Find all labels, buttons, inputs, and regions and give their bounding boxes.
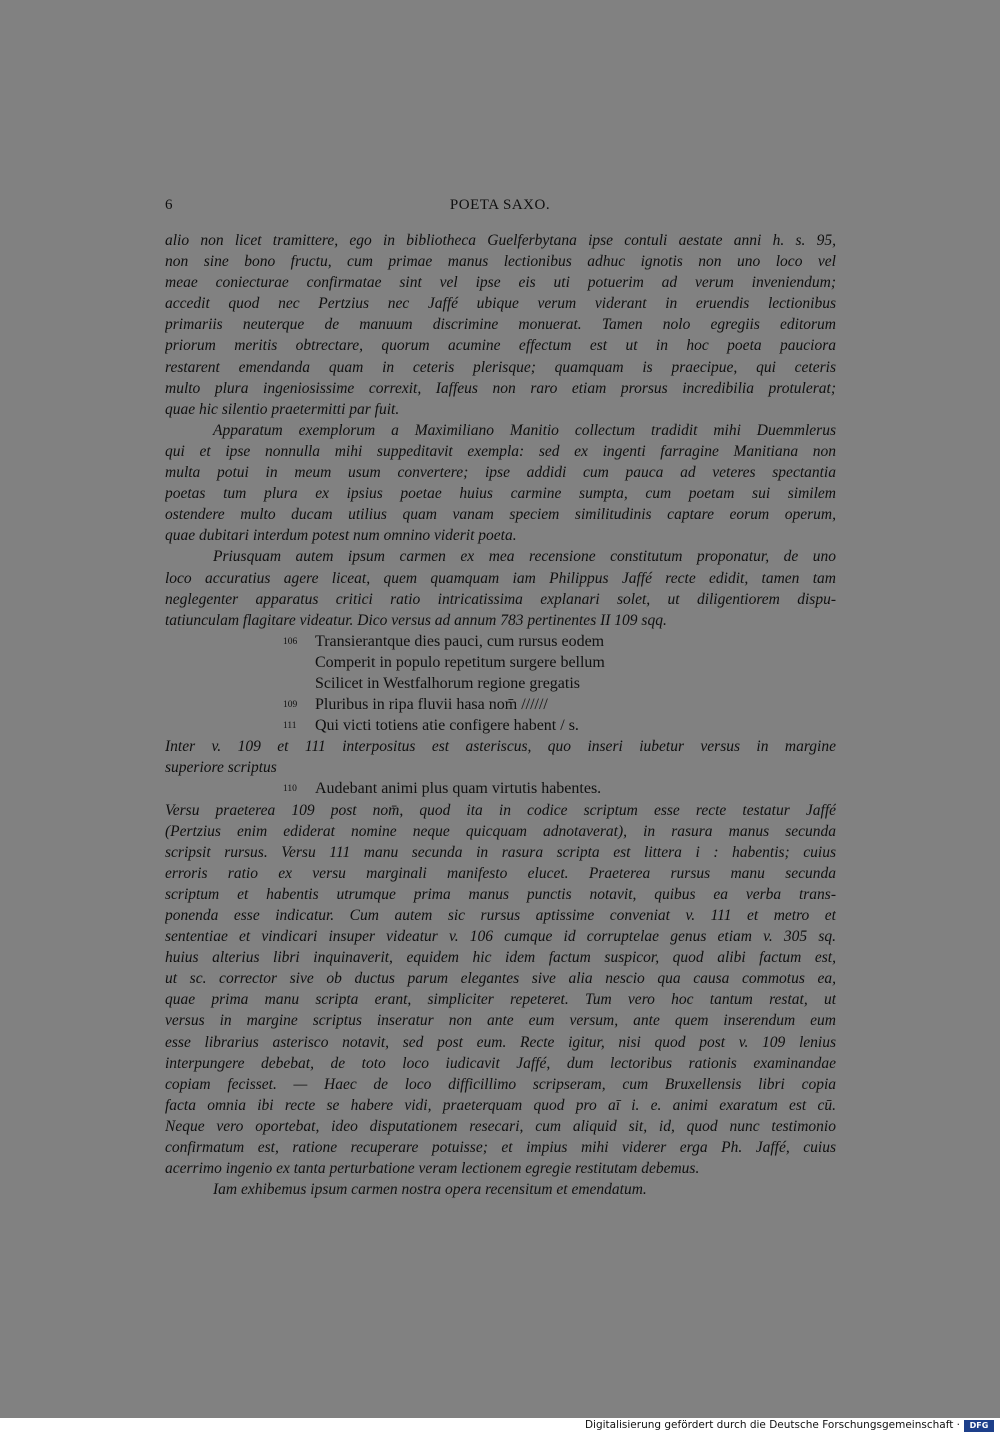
text-line: meae coniecturae confirmatae sint vel ipse eis uti potuerim ad verum inveniendum; <box>165 274 836 292</box>
text-line: quae prima manu scripta erant, simpliciter repeteret. Tum vero hoc tantum restat, ut <box>165 991 836 1009</box>
verse-number: 109 <box>283 700 298 711</box>
text-line: huius alterius libri inquinaverit, equidem hic idem factum suspicor, quod alibi factum est, <box>165 949 836 967</box>
page-number: 6 <box>165 197 173 213</box>
text-line: Neque vero oportebat, ideo disputationem resecari, cum aliquid sit, id, quod nunc testimonio <box>165 1117 836 1135</box>
text-line: scriptum et habentis utrumque prima manus punctis notavit, quibus ea verba trans- <box>165 885 836 903</box>
text-line: interpungere debebat, de toto loco iudicavit Jaffé, dum lectoribus rationis examinandae <box>165 1054 836 1072</box>
text-line: erroris ratio ex versu marginali manifesto elucet. Praeterea rursus manu secunda <box>165 864 836 882</box>
text-line: Priusquam autem ipsum carmen ex mea recensione constitutum proponatur, de uno <box>213 548 836 566</box>
dfg-logo: DFG <box>964 1420 994 1432</box>
verse-line <box>165 715 836 736</box>
text-line: sententiae et vindicari insuper videatur v. 106 cumque id corruptelae genus etiam v. 305 sq. <box>165 928 836 946</box>
text-line: ostendere multo ducam utilius quam vanam speciem similitudinis captare eorum operum, <box>165 506 836 524</box>
text-line: qui et ipse nonnulla mihi suppeditavit exempla: sed ex ingenti farragine Manitiana non <box>165 442 836 460</box>
verse-text: Scilicet in Westfalhorum regione gregatis <box>315 674 581 692</box>
text-line: Inter v. 109 et 111 interpositus est asteriscus, quo inseri iubetur versus in margine <box>165 738 836 756</box>
text-line: scripsit rursus. Versu 111 manu secunda in rasura scripta est littera i : habentis; cuius <box>165 843 836 861</box>
text-line: Iam exhibemus ipsum carmen nostra opera recensitum et emendatum. <box>213 1181 647 1199</box>
verse-number: 106 <box>283 636 298 647</box>
verse-number: 111 <box>283 721 297 732</box>
text-line: superiore scriptus <box>165 759 277 777</box>
text-line: (Pertzius enim ediderat nomine neque quicquam adnotaverat), in rasura manus secunda <box>165 822 836 840</box>
verse-line <box>165 652 836 673</box>
verse-line <box>165 778 836 799</box>
text-line: poetas tum plura ex ipsius poetae huius carmine sumpta, cum poetam sui similem <box>165 485 836 503</box>
verse-number: 110 <box>283 784 297 795</box>
text-line: priorum meritis obtrectare, quorum acumine effectum est ut in hoc poeta pauciora <box>165 337 836 355</box>
text-line: ponenda esse indicatur. Cum autem sic rursus aptissime conveniat v. 111 et metro et <box>165 907 836 924</box>
main-text <box>165 230 836 1200</box>
paragraph-2 <box>165 420 836 547</box>
text-line: Versu praeterea 109 post nom̄, quod ita in codice scriptum esse recte testatur Jaffé <box>165 801 836 819</box>
text-line: acerrimo ingenio ex tanta perturbatione veram lectionem egregie restitutam debemus. <box>165 1160 700 1178</box>
text-line: primariis neuterque de manuum discrimine monuerat. Tamen nolo egregiis editorum <box>165 316 836 334</box>
text-line: ut sc. corrector sive ob ductus parum elegantes sive alia nescio qua causa commotus ea, <box>165 970 836 988</box>
verse-text: Comperit in populo repetitum surgere bellum <box>315 653 605 671</box>
text-line: neglegenter apparatus critici ratio intricatissima explanari solet, ut diligentiorem dispu- <box>165 590 836 608</box>
text-line: facta omnia ibi recte se habere vidi, praeterquam quod pro aī i. e. animi exaratum est cū. <box>165 1096 836 1114</box>
text-line: multo plura ingeniosissime correxit, Iaffeus non raro etiam prorsus incredibilia protulerat; <box>165 379 836 397</box>
page-header <box>165 197 835 217</box>
paragraph-4 <box>165 736 836 778</box>
paragraph-5 <box>165 800 836 1180</box>
text-line: copiam fecisset. — Haec de loco difficillimo scripseram, cum Bruxellensis libri copia <box>165 1075 836 1093</box>
text-line: loco accuratius agere liceat, quem quamquam iam Philippus Jaffé recte edidit, tamen tam <box>165 569 836 587</box>
text-line: multa potui in meum usum convertere; ipse addidi cum pauca ad veteres spectantia <box>165 464 836 482</box>
text-line: Apparatum exemplorum a Maximiliano Manitio collectum tradidit mihi Duemmlerus <box>213 421 836 439</box>
text-line: non sine bono fructu, cum primae manus lectionibus adhuc ignotis non uno loco vel <box>165 253 836 271</box>
text-line: alio non licet tramittere, ego in bibliotheca Guelferbytana ipse contuli aestate anni h. s. 95, <box>165 232 836 249</box>
paragraph-1 <box>165 230 836 420</box>
text-line: esse librarius asterisco notavit, sed post eum. Recte igitur, nisi quod post v. 109 lenius <box>165 1033 836 1051</box>
verse-text: Qui victi totiens atie configere habent / s. <box>315 717 579 735</box>
verse-text: Pluribus in ripa fluvii hasa nom̄ ////// <box>315 696 548 714</box>
footer-bar <box>0 1418 1000 1434</box>
verse-line <box>165 631 836 652</box>
funding-credit: Digitalisierung gefördert durch die Deutsche Forschungsgemeinschaft · <box>584 1419 960 1431</box>
text-line: accedit quod nec Pertzius nec Jaffé ubique verum viderant in eruendis lectionibus <box>165 295 836 313</box>
text-line: quae hic silentio praetermitti par fuit. <box>165 400 400 418</box>
paragraph-3 <box>165 546 836 630</box>
verse-line <box>165 673 836 694</box>
verse-line <box>165 694 836 715</box>
running-title: POETA SAXO. <box>449 197 551 213</box>
verse-block-1 <box>165 631 836 736</box>
verse-text: Transierantque dies pauci, cum rursus eodem <box>315 632 605 650</box>
text-line: quae dubitari interdum potest num omnino viderit poeta. <box>165 527 517 545</box>
paragraph-6 <box>165 1179 836 1200</box>
text-line: confirmatum est, ratione recuperare potuisse; et impius mihi viderer erga Ph. Jaffé, cuius <box>165 1139 836 1157</box>
verse-block-2 <box>165 778 836 799</box>
text-line: tatiunculam flagitare videatur. Dico versus ad annum 783 pertinentes II 109 sqq. <box>165 611 667 629</box>
text-line: versus in margine scriptus inseratur non ante eum versum, ante quem inserendum eum <box>165 1012 836 1030</box>
text-line: restarent emendanda quam in ceteris plerisque; quamquam is praecipue, qui ceteris <box>165 358 836 376</box>
verse-text: Audebant animi plus quam virtutis habentes. <box>315 780 602 798</box>
